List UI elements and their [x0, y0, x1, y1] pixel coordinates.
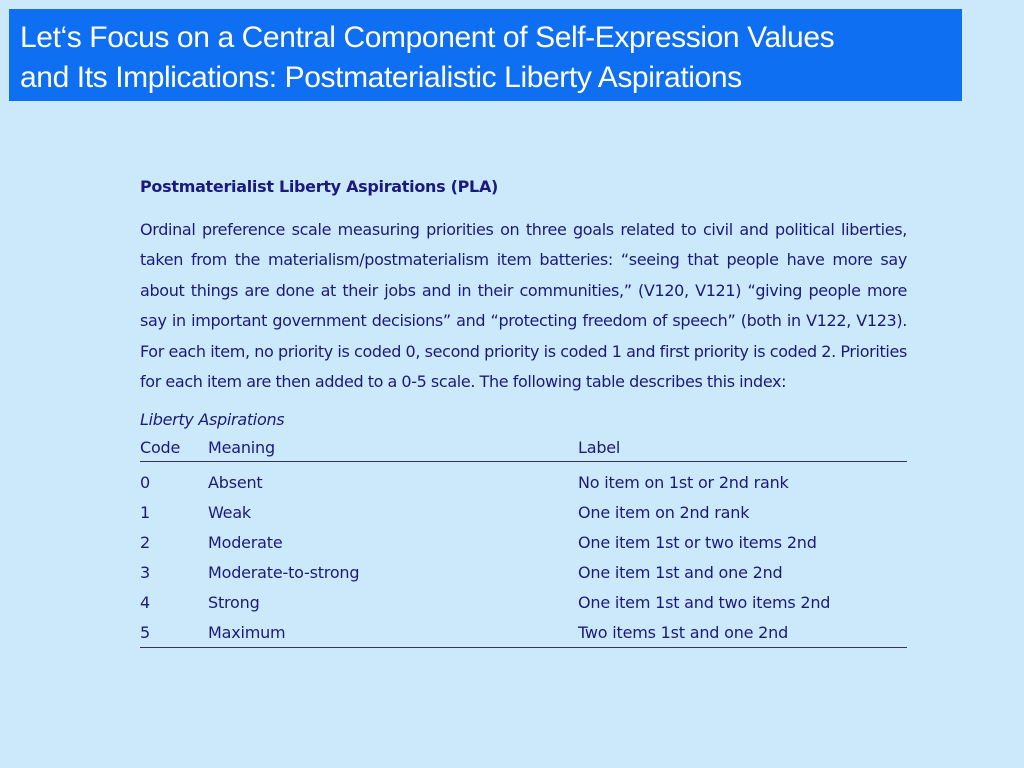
table-header-row: [140, 433, 907, 462]
section-heading: Postmaterialist Liberty Aspirations (PLA): [140, 177, 499, 196]
table-row: [140, 527, 907, 557]
table-row: [140, 617, 907, 648]
cell-meaning: Strong: [208, 592, 260, 612]
cell-code: 4: [140, 592, 150, 612]
slide-title-line-2: and Its Implications: Postmaterialistic Liberty Aspirations: [20, 61, 742, 94]
cell-meaning: Maximum: [208, 617, 578, 648]
header-code: Code: [140, 433, 208, 462]
cell-label: One item on 2nd rank: [578, 502, 750, 522]
cell-label: One item 1st or two items 2nd: [578, 532, 817, 552]
cell-meaning: Absent: [208, 472, 263, 492]
title-bar: [9, 9, 962, 101]
slide-title-line-1: Let‘s Focus on a Central Component of Self-Expression Values: [20, 21, 835, 54]
cell-code: 0: [140, 472, 150, 492]
cell-code: 1: [140, 502, 150, 522]
description-paragraph: Ordinal preference scale measuring priorities on three goals related to civil and political liberties, taken from the materialism/postmaterialism item batteries: “seeing that people have more say about things are done at their jobs and in their communities,” (V120, V121) “giving people more say in important government decisions” and “protecting freedom of speech” (both in V122, V123). For each item, no priority is coded 0, second priority is coded 1 and first priority is coded 2. Priorities for each item are then added to a 0-5 scale. The following table describes this index:: [140, 220, 907, 392]
header-label: Label: [578, 433, 907, 462]
cell-code: 5: [140, 617, 208, 648]
cell-meaning: Moderate-to-strong: [208, 562, 360, 582]
table-row: [140, 587, 907, 617]
cell-meaning: Moderate: [208, 532, 283, 552]
cell-label: One item 1st and one 2nd: [578, 562, 783, 582]
cell-meaning: Weak: [208, 502, 251, 522]
table-row: [140, 462, 907, 498]
cell-label: No item on 1st or 2nd rank: [578, 472, 789, 492]
cell-code: 3: [140, 562, 150, 582]
slide-content: [140, 175, 907, 648]
liberty-aspirations-table: [140, 433, 907, 648]
header-meaning: Meaning: [208, 433, 578, 462]
table-row: [140, 497, 907, 527]
cell-code: 2: [140, 532, 150, 552]
table-row: [140, 557, 907, 587]
table-caption: Liberty Aspirations: [140, 410, 285, 430]
cell-label: Two items 1st and one 2nd: [578, 617, 907, 648]
cell-label: One item 1st and two items 2nd: [578, 592, 831, 612]
